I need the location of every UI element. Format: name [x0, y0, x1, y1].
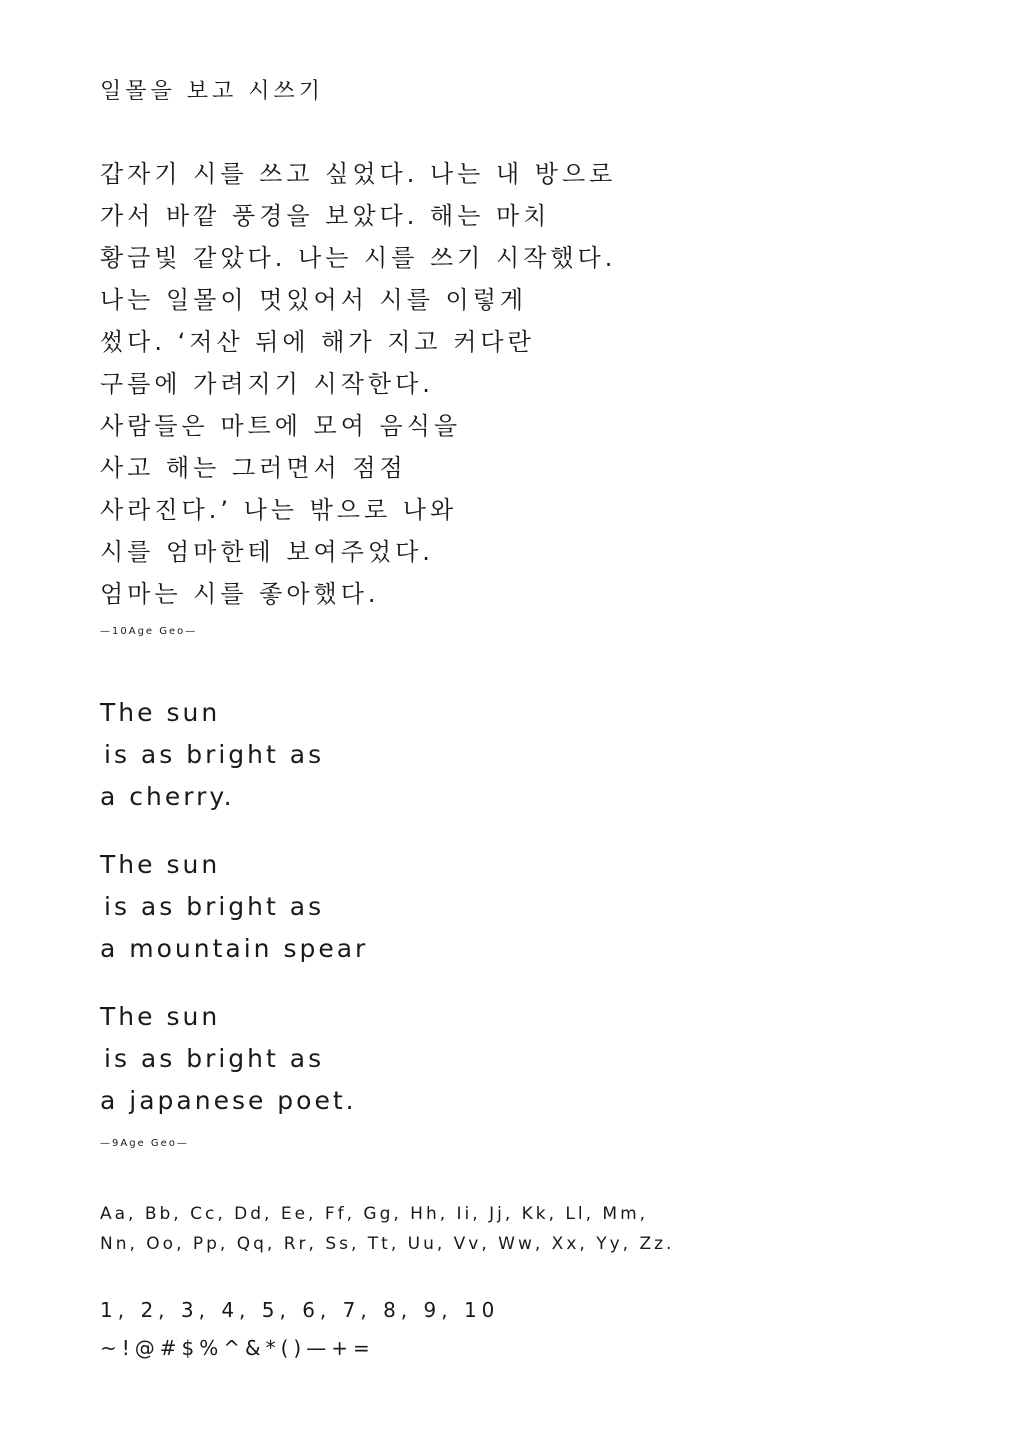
stanza-line: The sun [100, 1002, 221, 1031]
poem-line: 사라진다.’ 나는 밖으로 나와 [100, 496, 458, 524]
poem-line: 사람들은 마트에 모여 음식을 [100, 412, 462, 440]
poem-line: 구름에 가려지기 시작한다. [100, 370, 434, 398]
stanza-line: is as bright as [104, 892, 325, 921]
english-stanza [100, 848, 368, 974]
symbols-line: ~!@#$%^&*()—+= [100, 1336, 375, 1360]
stanza-line: is as bright as [104, 1044, 325, 1073]
english-stanza [100, 696, 324, 822]
alphabet-line: Aa, Bb, Cc, Dd, Ee, Ff, Gg, Hh, Ii, Jj, Kk, Ll, Mm, [100, 1204, 649, 1224]
page-title: 일몰을 보고 시쓰기 [100, 79, 325, 104]
english-poem-signature: —9Age Geo— [100, 1138, 189, 1149]
stanza-line: The sun [100, 850, 221, 879]
stanza-line: a cherry. [100, 782, 235, 811]
poem-line: 시를 엄마한테 보여주었다. [100, 538, 434, 566]
alphabet-sample [100, 1200, 674, 1260]
stanza-line: The sun [100, 698, 221, 727]
korean-poem [100, 156, 616, 618]
poem-line: 엄마는 시를 좋아했다. [100, 580, 380, 608]
poem-line: 썼다. ‘저산 뒤에 해가 지고 커다란 [100, 328, 535, 356]
poem-line: 황금빛 같았다. 나는 시를 쓰기 시작했다. [100, 244, 617, 272]
poem-line: 사고 해는 그러면서 점점 [100, 454, 407, 482]
stanza-line: a japanese poet. [100, 1086, 357, 1115]
poem-line: 갑자기 시를 쓰고 싶었다. 나는 내 방으로 [100, 160, 617, 188]
stanza-line: is as bright as [104, 740, 325, 769]
alphabet-line: Nn, Oo, Pp, Qq, Rr, Ss, Tt, Uu, Vv, Ww, Xx, Yy, Zz. [100, 1234, 675, 1254]
poem-line: 가서 바깥 풍경을 보았다. 해는 마치 [100, 202, 551, 230]
korean-poem-signature: —10Age Geo— [100, 626, 198, 637]
stanza-line: a mountain spear [100, 934, 369, 963]
poem-line: 나는 일몰이 멋있어서 시를 이렇게 [100, 286, 528, 314]
numbers-line: 1, 2, 3, 4, 5, 6, 7, 8, 9, 10 [100, 1298, 500, 1322]
numbers-symbols-sample [100, 1294, 499, 1370]
english-stanza [100, 1000, 357, 1126]
